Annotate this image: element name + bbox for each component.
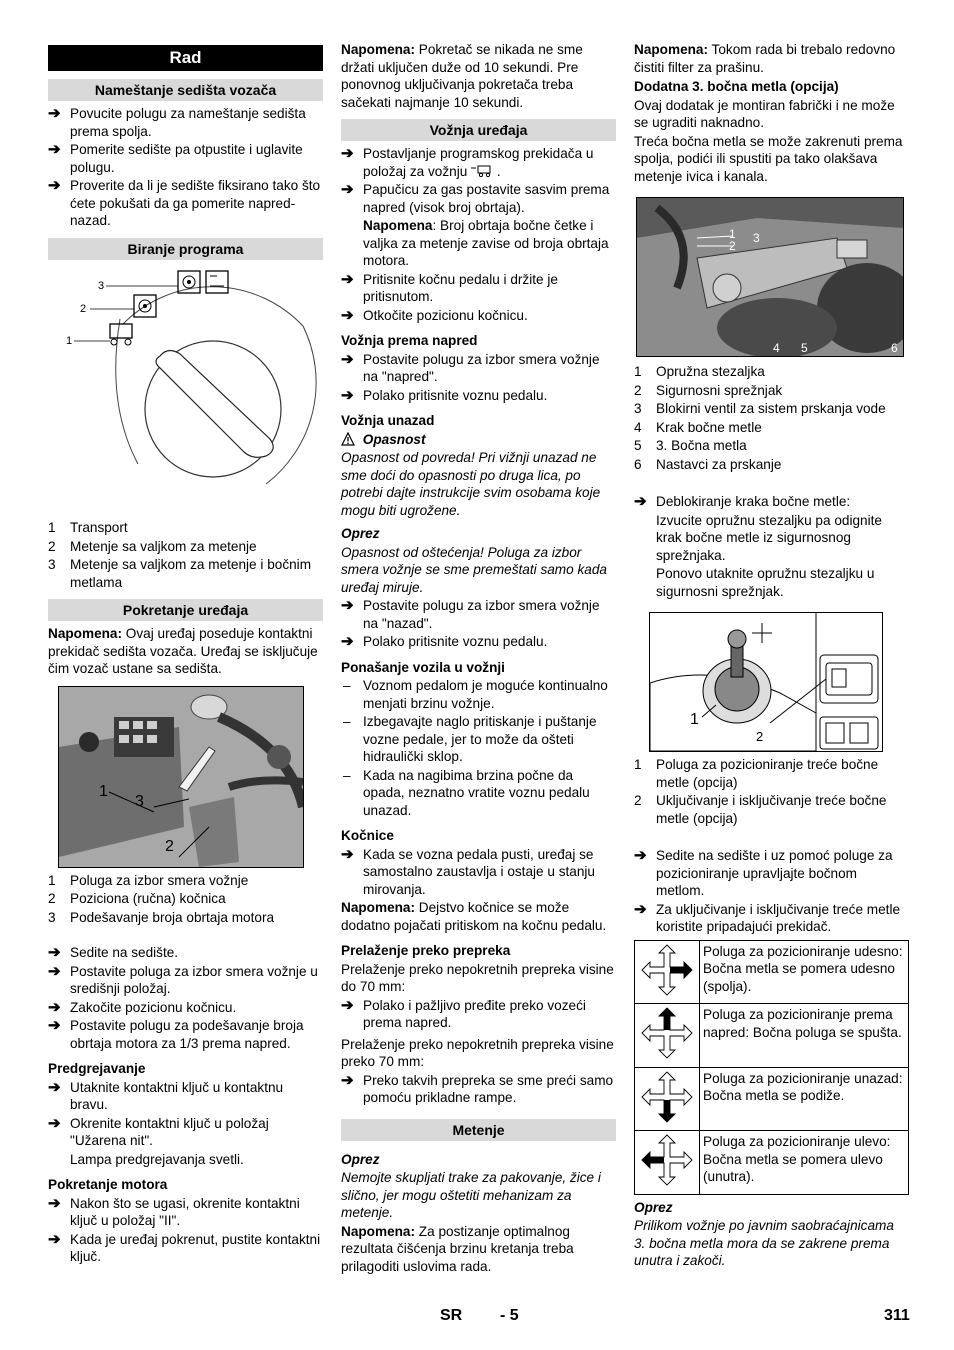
- heading-reverse: Vožnja unazad: [341, 413, 435, 428]
- callout-label: 3: [135, 792, 144, 810]
- caution-text: Opasnost od oštećenja! Poluga za izbor smera vožnje se sme premeštati samo kada uređaj miruje.: [341, 544, 607, 595]
- heading-engine: Pokretanje motora: [48, 1177, 168, 1192]
- preheat-lamp-text: Lampa predgrejavanja svetli.: [70, 1151, 244, 1167]
- step: ➔ Za uključivanje i isključivanje treće metle koristite pripadajući prekidač.: [634, 900, 901, 934]
- callout-label: 5: [801, 341, 808, 355]
- arrow-icon: ➔: [341, 845, 354, 863]
- table-cell: Poluga za pozicioniranje prema napred: Bočna poluga se spušta.: [700, 1004, 909, 1068]
- arrow-icon: ➔: [634, 493, 647, 510]
- table-row: [635, 1131, 909, 1195]
- table-cell: Poluga za pozicioniranje unazad: Bočna metla se podiže.: [700, 1067, 909, 1131]
- step: ➔ Kada se vozna pedala pusti, uređaj se samostalno zaustavlja i ostaje u stanju mirovanja.: [341, 845, 595, 897]
- side-broom-photo: [636, 197, 904, 357]
- arrow-icon: ➔: [48, 141, 61, 158]
- note: Napomena: Za postizanje optimalnog rezultata čišćenja brzinu kretanja treba prilagoditi uslovima rada.: [341, 1223, 574, 1274]
- arrow-icon: ➔: [341, 270, 354, 288]
- caution-text: Nemojte skupljati trake za pakovanje, žice i slično, jer mogu oštetiti mehanizam za metenje.: [341, 1170, 601, 1220]
- heading-obstacles: Prelaženje preko prepreka: [341, 943, 511, 958]
- legend-item: 2 Metenje sa valjkom za metenje: [48, 538, 257, 554]
- arrow-icon: ➔: [48, 177, 61, 194]
- step: ➔ Pomerite sedište pa otpustite i uglavite polugu.: [48, 141, 303, 175]
- table-cell: Poluga za pozicioniranje ulevo: Bočna metla se pomera ulevo (unutra).: [700, 1131, 909, 1195]
- danger-label: Opasnost: [341, 431, 616, 449]
- step: ➔ Otkočite pozicionu kočnicu.: [341, 306, 528, 324]
- heading-start: Pokretanje uređaja: [48, 599, 323, 621]
- step: ➔ Postavite polugu za izbor smera vožnje na "napred".: [341, 350, 600, 384]
- step: ➔ Sedite na sedište.: [48, 944, 179, 961]
- heading-drive: Vožnja uređaja: [341, 119, 616, 141]
- footer-page-number: 311: [884, 1307, 910, 1324]
- arrow-icon: ➔: [48, 1078, 61, 1096]
- legend-item: 2 Uključivanje i isključivanje treće bočne metle (opcija): [634, 793, 887, 826]
- arrow-icon: ➔: [48, 998, 61, 1016]
- arrow-icon: ➔: [634, 900, 647, 918]
- callout-label: 4: [773, 341, 780, 355]
- step: ➔ Zakočite pozicionu kočnicu.: [48, 998, 237, 1016]
- paragraph: Ovaj dodatak je montiran fabrički i ne može se ugraditi naknadno.: [634, 97, 895, 130]
- transport-icon: [110, 324, 132, 345]
- paragraph: Ponovo utaknite opružnu stezaljku u sigurnosni sprežnjak.: [656, 566, 875, 599]
- arrow-icon: ➔: [48, 1017, 61, 1034]
- paragraph: Prelaženje preko nepokretnih prepreka visine do 70 mm:: [341, 961, 614, 994]
- note: Napomena: Ovaj uređaj poseduje kontaktni prekidač sedišta vozača. Uređaj se isključuje čim vozač ustane sa sedišta.: [48, 626, 318, 676]
- list-item: – Izbegavajte naglo pritiskanje i puštanje vozne pedale, jer to može da ošteti hidraulički sklop.: [343, 714, 597, 764]
- callout-label: 1: [66, 334, 73, 347]
- heading-behavior: Ponašanje vozila u vožnji: [341, 659, 505, 675]
- arrow-icon: ➔: [341, 633, 354, 650]
- note: Napomena: Broj obrtaja bočne četke i valjka za metenje zavise od broja obrtaja motora.: [363, 218, 609, 268]
- legend-item: 3 Podešavanje broja obrtaja motora: [48, 909, 275, 925]
- arrow-icon: ➔: [341, 145, 354, 162]
- program-switch-diagram: [48, 264, 323, 514]
- step: ➔ Preko takvih prepreka se sme preći samo pomoću prikladne rampe.: [341, 1071, 614, 1105]
- warning-icon: [341, 432, 355, 446]
- step: ➔ Postavite poluga za izbor smera vožnje u središnji položaj.: [48, 962, 318, 996]
- step: ➔ Postavljanje programskog prekidača u položaj za vožnju .: [341, 145, 594, 179]
- legend-item: 1 Poluga za pozicioniranje treće bočne metle (opcija): [634, 757, 879, 790]
- step: ➔ Povucite polugu za nameštanje sedišta prema spolja.: [48, 105, 306, 139]
- danger-text: Opasnost od povreda! Pri vižnji unazad ne sme doći do opasnosti po druga lica, po potrebi dajte instrukcije svim osobama koje mogu biti ugrožene.: [341, 450, 601, 518]
- note: Napomena: Dejstvo kočnice se može dodatno pojačati pritiskom na kočnu pedalu.: [341, 900, 607, 933]
- column-left: [48, 40, 323, 1267]
- step: ➔ Nakon što se ugasi, okrenite kontaktni ključ u položaj "II".: [48, 1194, 300, 1228]
- caution-label: Oprez: [341, 526, 380, 541]
- caution-label: Oprez: [634, 1199, 673, 1215]
- joystick-diagram: [649, 612, 883, 752]
- step: ➔ Pritisnite kočnu pedalu i držite je pritisnutom.: [341, 270, 558, 304]
- table-row: [635, 1004, 909, 1068]
- step: ➔ Sedite na sedište i uz pomoć poluge za pozicioniranje upravljajte bočnom metlom.: [634, 847, 893, 898]
- paragraph: Izvucite opružnu stezaljku pa odignite krak bočne metle iz sigurnosnog sprežnjaka.: [656, 512, 882, 563]
- arrow-icon: ➔: [341, 350, 354, 368]
- footer-page-local: - 5: [500, 1307, 519, 1324]
- step: ➔ Proverite da li je sedište fiksirano tako što ćete pokušati da ga pomerite napred-nazad.: [48, 177, 321, 228]
- legend-item: 1 Poluga za izbor smera vožnje: [48, 872, 249, 888]
- callout-label: 6: [891, 341, 898, 355]
- step: ➔ Okrenite kontaktni ključ u položaj "Užarena nit".: [48, 1114, 269, 1148]
- caution-label: Oprez: [341, 1151, 380, 1167]
- arrow-icon: ➔: [341, 996, 354, 1014]
- step: ➔ Postavite polugu za izbor smera vožnje na "nazad".: [341, 597, 600, 631]
- note: Napomena: Tokom rada bi trebalo redovno čistiti filter za prašinu.: [634, 42, 896, 75]
- legend-item: 1 Transport: [48, 520, 128, 535]
- legend-item: 5 3. Bočna metla: [634, 438, 747, 453]
- heading-sweeping: Metenje: [341, 1119, 616, 1141]
- heading-third-broom: Dodatna 3. bočna metla (opcija): [634, 79, 839, 94]
- callout-label: 2: [165, 837, 174, 855]
- arrow-icon: ➔: [48, 1194, 61, 1212]
- arrow-icon: ➔: [48, 105, 61, 122]
- callout-label: 2: [729, 239, 736, 253]
- callout-label: 1: [690, 711, 699, 728]
- step: ➔ Polako i pažljivo pređite preko vozeći prema napred.: [341, 996, 586, 1030]
- heading-forward: Vožnja prema napred: [341, 333, 478, 348]
- legend-item: 6 Nastavci za prskanje: [634, 456, 782, 472]
- arrow-icon: ➔: [341, 386, 354, 404]
- heading-brakes: Kočnice: [341, 828, 394, 843]
- note: Napomena: Pokretač se nikada ne sme držati uključen duže od 10 sekundi. Pre ponovnog uključivanja pokretača treba sačekati najmanje 10 sekundi.: [341, 42, 583, 110]
- step: ➔ Papučicu za gas postavite sasvim prema napred (visok broj obrtaja).: [341, 181, 610, 215]
- section-title-rad: Rad: [48, 45, 323, 71]
- arrow-icon: ➔: [48, 1114, 61, 1132]
- paragraph: Prelaženje preko nepokretnih prepreka visine preko 70 mm:: [341, 1036, 614, 1069]
- arrow-icon: ➔: [341, 306, 354, 324]
- arrow-icon: ➔: [48, 962, 61, 980]
- sweep-roller-icon: [134, 295, 156, 317]
- legend-item: 2 Sigurnosni sprežnjak: [634, 382, 783, 398]
- heading-program: Biranje programa: [48, 238, 323, 260]
- lever-backward-icon: [638, 1068, 696, 1126]
- step: ➔ Utaknite kontaktni ključ u kontaktnu bravu.: [48, 1078, 284, 1112]
- dashboard-photo: [58, 686, 304, 868]
- step: ➔ Kada je uređaj pokrenut, pustite kontaktni ključ.: [48, 1230, 321, 1264]
- transport-mode-icon: [471, 165, 493, 177]
- column-right: [634, 40, 908, 1271]
- arrow-icon: ➔: [341, 181, 354, 198]
- callout-label: 3: [753, 231, 760, 245]
- lever-table: [634, 940, 909, 1195]
- step: ➔ Postavite polugu za podešavanje broja obrtaja motora za 1/3 prema napred.: [48, 1017, 304, 1051]
- list-item: – Voznom pedalom je moguće kontinualno menjati brzinu vožnje.: [343, 678, 608, 711]
- legend-item: 3 Blokirni ventil za sistem prskanja vode: [634, 401, 886, 416]
- table-cell: Poluga za pozicioniranje udesno: Bočna metla se pomera udesno (spolja).: [700, 940, 909, 1004]
- list-item: – Kada na nagibima brzina počne da opada, neznatno vratite voznu pedalu unazad.: [343, 767, 590, 818]
- legend-item: 1 Opružna stezaljka: [634, 364, 765, 379]
- callout-label: 2: [756, 729, 764, 744]
- arrow-icon: ➔: [634, 847, 647, 864]
- column-middle: [341, 40, 616, 1276]
- heading-preheat: Predgrejavanje: [48, 1061, 146, 1076]
- caution-text: Prilikom vožnje po javnim saobraćajnicama 3. bočna metla mora da se zakrene prema unutra i zakoči.: [634, 1218, 894, 1268]
- heading-seat: Nameštanje sedišta vozača: [48, 79, 323, 101]
- step: ➔ Polako pritisnite voznu pedalu.: [341, 633, 548, 650]
- table-row: [635, 940, 909, 1004]
- callout-label: 3: [98, 279, 105, 292]
- lever-right-icon: [638, 941, 696, 999]
- step: ➔ Polako pritisnite voznu pedalu.: [341, 386, 548, 404]
- legend-item: 4 Krak bočne metle: [634, 419, 762, 435]
- footer-language: SR: [440, 1307, 463, 1324]
- legend-item: 3 Metenje sa valjkom za metenje i bočnim metlama: [48, 557, 312, 590]
- arrow-icon: ➔: [341, 597, 354, 614]
- callout-label: 2: [80, 302, 87, 315]
- lever-forward-icon: [638, 1004, 696, 1062]
- step: ➔ Deblokiranje kraka bočne metle:: [634, 493, 851, 510]
- callout-label: 1: [729, 227, 736, 241]
- arrow-icon: ➔: [48, 1230, 61, 1248]
- legend-item: 2 Poziciona (ručna) kočnica: [48, 891, 226, 906]
- callout-label: 1: [99, 782, 108, 800]
- paragraph: Treća bočna metla se može zakrenuti prema spolja, podići ili spustiti pa tako olakšava metenje ivica i kanala.: [634, 133, 903, 184]
- arrow-icon: ➔: [48, 944, 61, 961]
- arrow-icon: ➔: [341, 1071, 354, 1089]
- table-row: [635, 1067, 909, 1131]
- lever-left-icon: [638, 1131, 696, 1189]
